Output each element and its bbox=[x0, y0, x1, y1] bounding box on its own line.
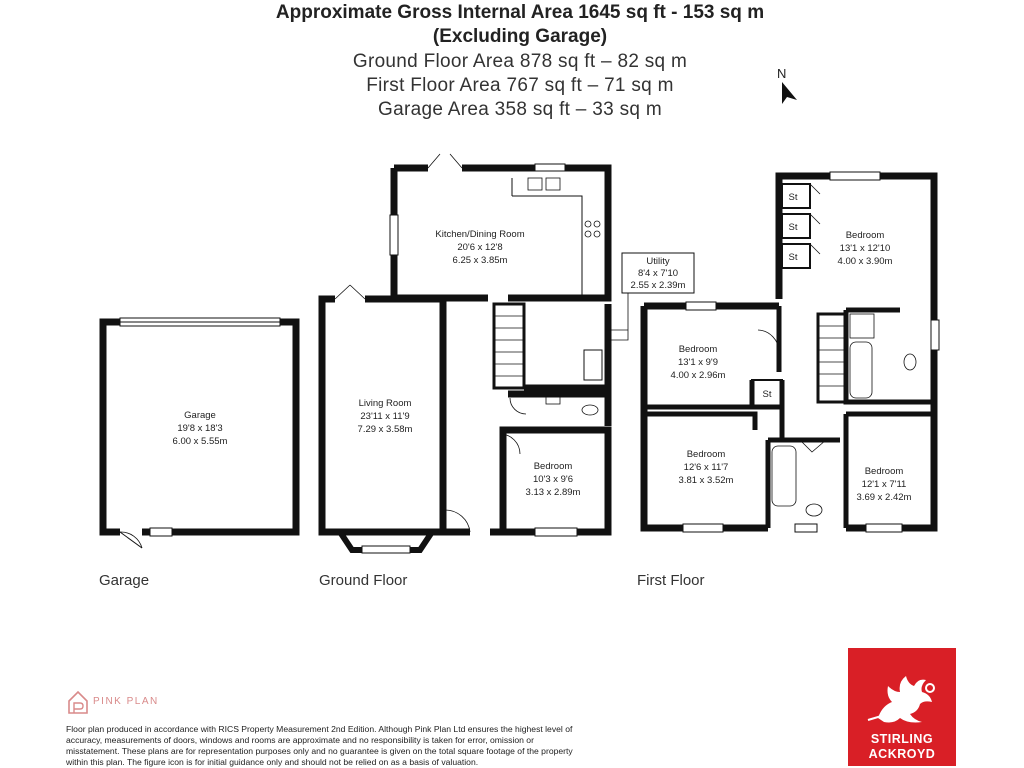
bedroom4-name: Bedroom bbox=[864, 466, 904, 477]
area-subtitle: (Excluding Garage) bbox=[432, 26, 608, 47]
garage-area: Garage Area 358 sq ft – 33 sq m bbox=[378, 99, 662, 120]
utility-room-name: Utility bbox=[646, 256, 670, 267]
bedroom2-imperial: 13'1 x 9'9 bbox=[677, 357, 719, 368]
ground-floor-label: Ground Floor bbox=[319, 572, 408, 589]
utility-room-imperial: 8'4 x 7'10 bbox=[637, 268, 679, 279]
living-room-imperial: 23'11 x 11'9 bbox=[360, 411, 410, 422]
store-label: St bbox=[788, 192, 798, 203]
first-floor-label: First Floor bbox=[637, 572, 705, 589]
disclaimer-text: Floor plan produced in accordance with RICS Property Measurement 2nd Edition. Although Pink Plan Ltd ensures the highest level of accuracy, measurements of doors, windows and rooms are approximate and no responsibility is taken for error, omission or misstatement. These plans are for representation purposes only and no guarantee is given on the total square footage of the property within this plan. The figure icon is for initial guidance only and should not be relied on as a basis of valuation. bbox=[66, 724, 573, 767]
ground-floor-plan bbox=[322, 154, 628, 553]
garage-room-imperial: 19'8 x 18'3 bbox=[177, 423, 223, 434]
pink-plan-brand: PINK PLAN bbox=[93, 696, 159, 707]
kitchen-room-metric: 6.25 x 3.85m bbox=[452, 255, 508, 266]
agent-name-line2: ACKROYD bbox=[868, 747, 936, 761]
first-floor-area: First Floor Area 767 sq ft – 71 sq m bbox=[366, 75, 674, 96]
area-title: Approximate Gross Internal Area 1645 sq ft - 153 sq m bbox=[275, 2, 765, 23]
stirling-ackroyd-logo bbox=[848, 648, 956, 766]
kitchen-room-imperial: 20'6 x 12'8 bbox=[457, 242, 503, 253]
living-room-metric: 7.29 x 3.58m bbox=[357, 424, 413, 435]
griffin-icon bbox=[848, 648, 956, 732]
store-label: St bbox=[788, 252, 798, 263]
bedroom4-imperial: 12'1 x 7'11 bbox=[861, 479, 907, 490]
ground-bedroom-name: Bedroom bbox=[533, 461, 573, 472]
store-label: St bbox=[762, 389, 772, 400]
bedroom2-metric: 4.00 x 2.96m bbox=[670, 370, 726, 381]
compass-label: N bbox=[777, 66, 787, 81]
bedroom4-metric: 3.69 x 2.42m bbox=[856, 492, 912, 503]
ground-floor-area: Ground Floor Area 878 sq ft – 82 sq m bbox=[352, 51, 688, 72]
ground-bedroom-imperial: 10'3 x 9'6 bbox=[532, 474, 574, 485]
ground-bedroom-metric: 3.13 x 2.89m bbox=[525, 487, 581, 498]
bedroom2-name: Bedroom bbox=[678, 344, 718, 355]
garage-floor-label: Garage bbox=[99, 572, 150, 589]
bedroom3-imperial: 12'6 x 11'7 bbox=[683, 462, 729, 473]
agent-name-line1: STIRLING bbox=[870, 732, 934, 746]
north-compass-icon bbox=[777, 66, 797, 104]
utility-room-metric: 2.55 x 2.39m bbox=[630, 280, 686, 291]
bedroom3-name: Bedroom bbox=[686, 449, 726, 460]
bedroom1-name: Bedroom bbox=[845, 230, 885, 241]
garage-room-name: Garage bbox=[184, 410, 216, 421]
garage-room-metric: 6.00 x 5.55m bbox=[172, 436, 228, 447]
bedroom3-metric: 3.81 x 3.52m bbox=[678, 475, 734, 486]
bedroom1-imperial: 13'1 x 12'10 bbox=[839, 243, 891, 254]
living-room-name: Living Room bbox=[358, 398, 412, 409]
bedroom1-metric: 4.00 x 3.90m bbox=[837, 256, 893, 267]
kitchen-room-name: Kitchen/Dining Room bbox=[435, 229, 525, 240]
store-label: St bbox=[788, 222, 798, 233]
